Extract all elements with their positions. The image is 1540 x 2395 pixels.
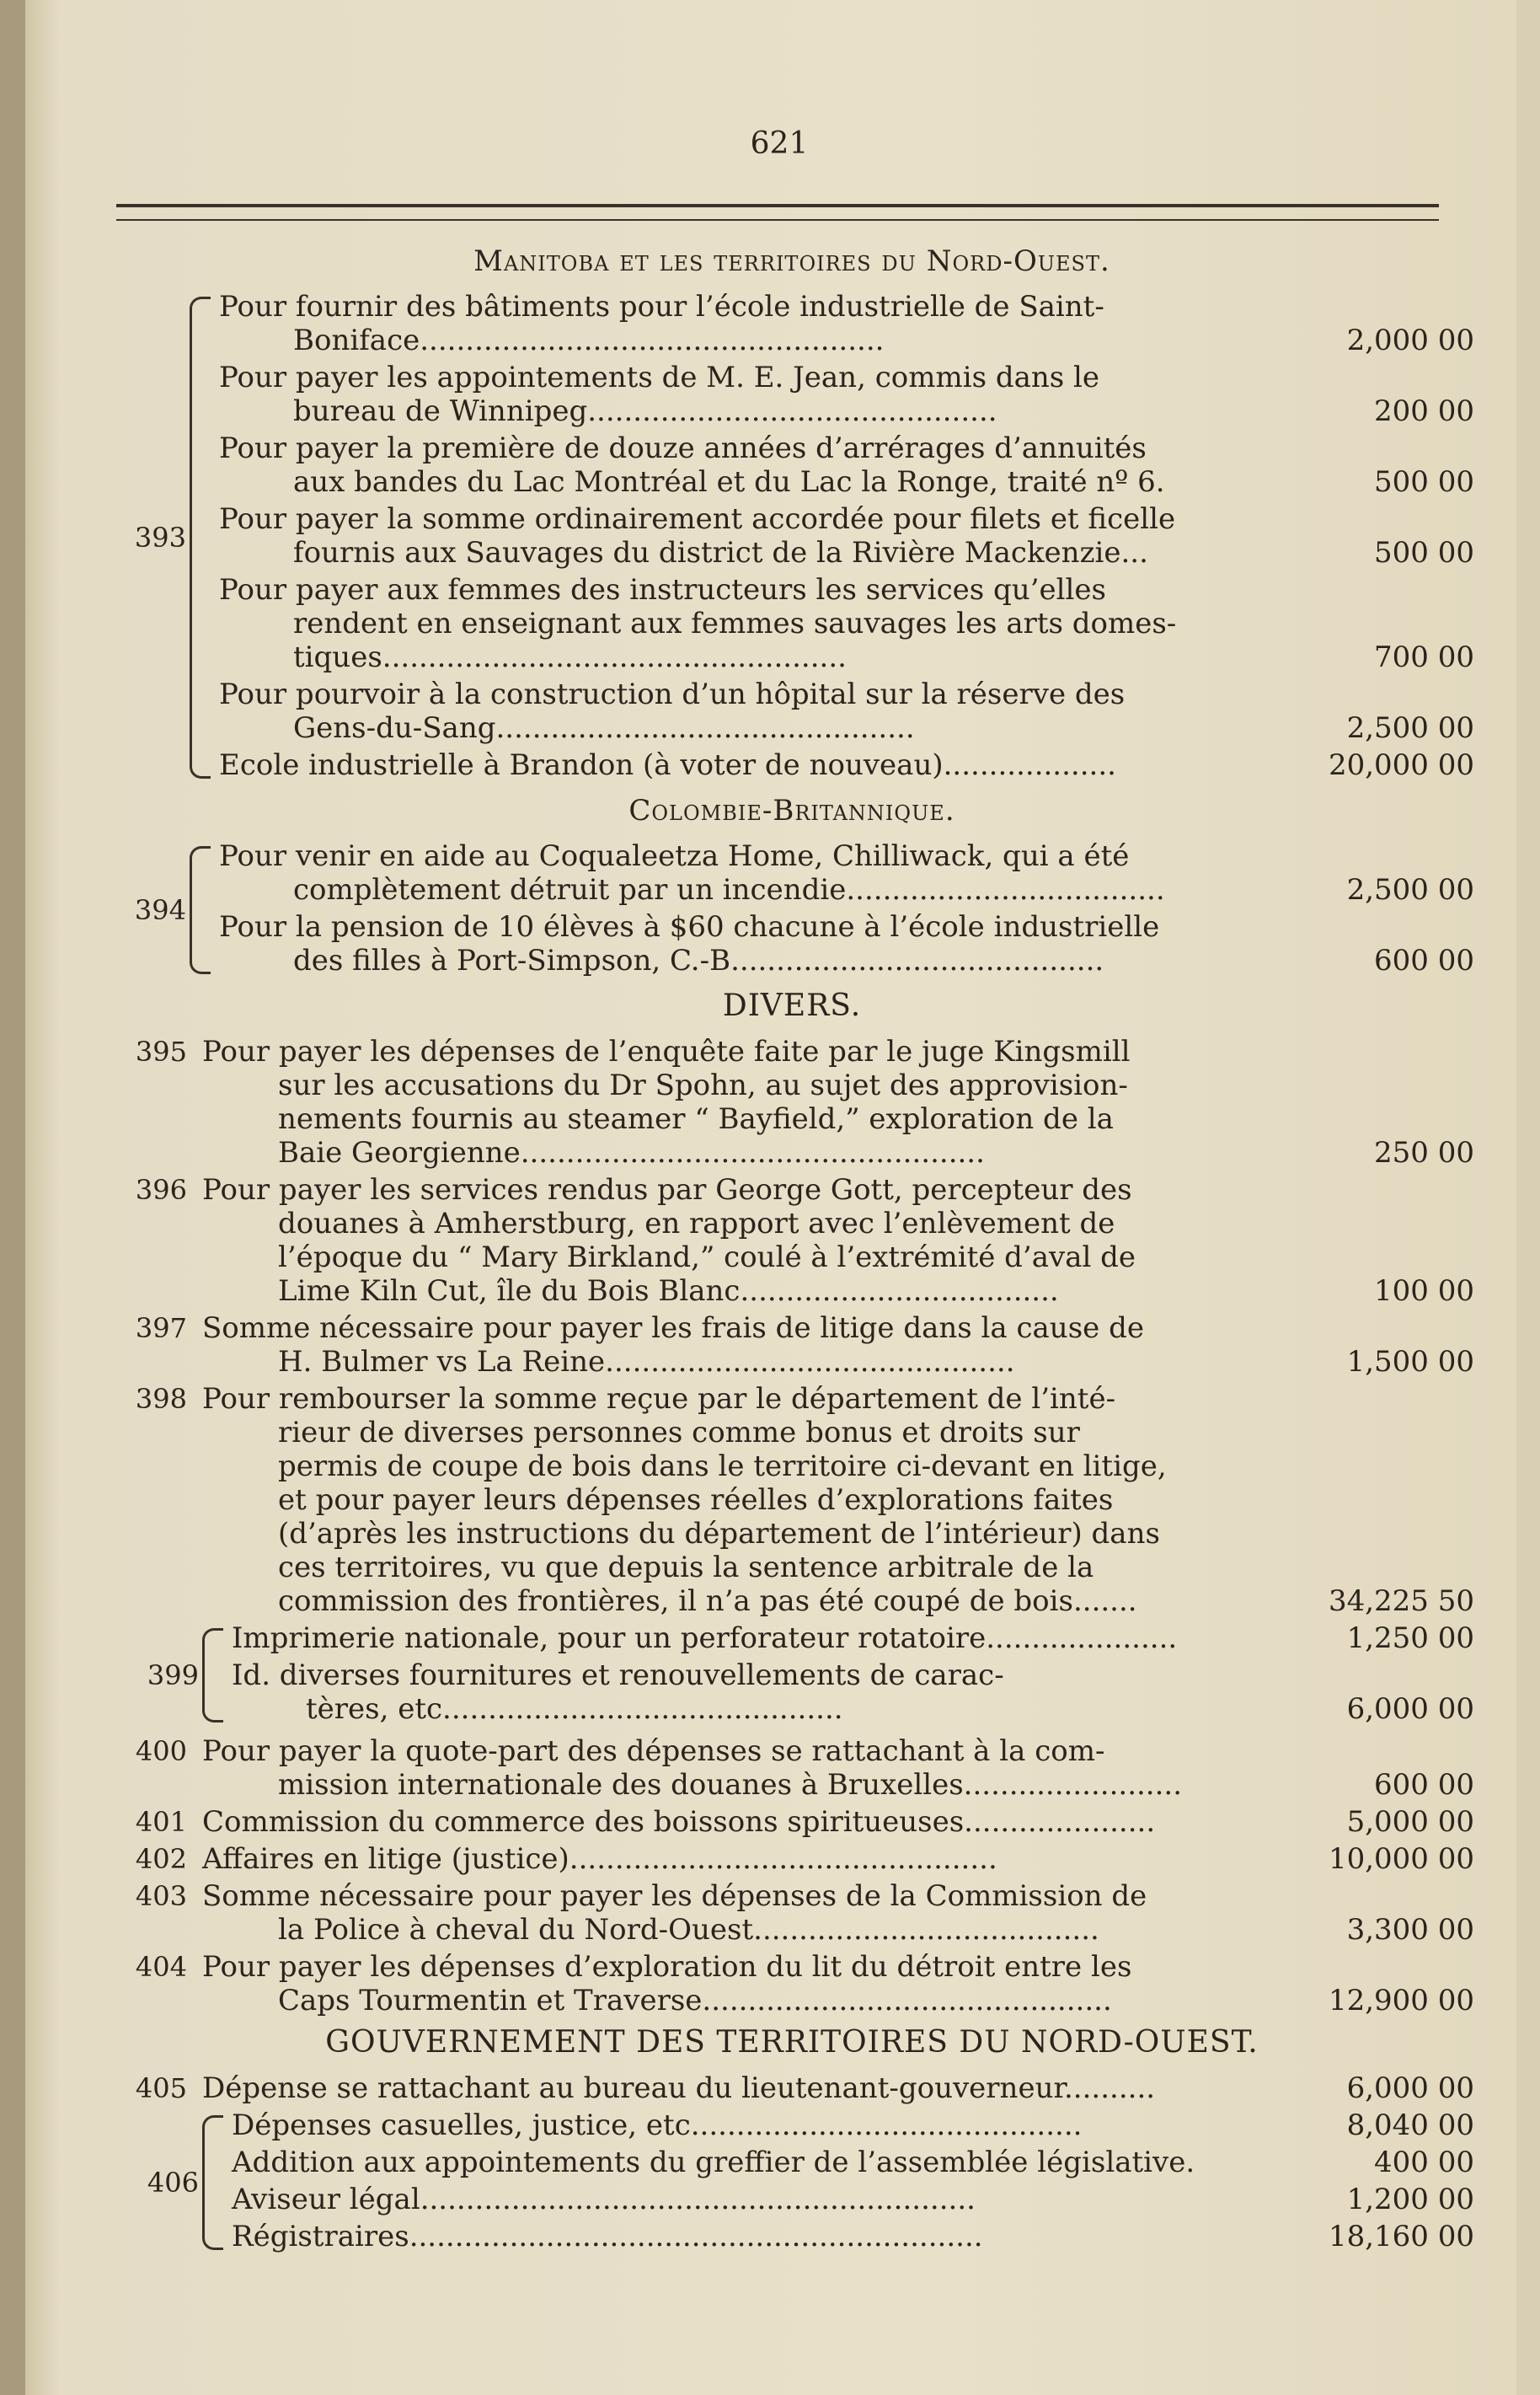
- list-item: Pour payer les appointements de M. E. Jean, commis dans le bureau de Winnipeg............................................. 200 00: [219, 361, 1474, 428]
- list-item: Pour la pension de 10 élèves à $60 chacune à l’école industrielle des filles à Port-Simpson, C.-B......................................... 600 00: [219, 910, 1474, 978]
- list-item-403: 403 Somme nécessaire pour payer les dépenses de la Commission de la Police à cheval du Nord-Ouest...................................... 3,300 00: [135, 1879, 1474, 1947]
- amount: 8,040 00: [1346, 2108, 1474, 2142]
- brace: [190, 297, 211, 779]
- amount: 34,225 50: [1328, 1584, 1474, 1618]
- amount: 5,000 00: [1346, 1805, 1474, 1839]
- list-item: Régistraires............................................................... 18,160 00: [232, 2220, 1474, 2253]
- list-item-404: 404 Pour payer les dépenses d’exploration du lit du détroit entre les Caps Tourmentin et Traverse............................................. 12,900 00: [135, 1950, 1474, 2017]
- amount: 2,500 00: [1346, 873, 1474, 907]
- amount: 600 00: [1374, 944, 1474, 978]
- section-title-colombie: Colombie-Britannique.: [628, 794, 955, 828]
- amount: 250 00: [1374, 1136, 1474, 1170]
- list-item: Pour fournir des bâtiments pour l’école industrielle de Saint- Boniface................................................... 2,000 00: [219, 290, 1474, 357]
- vote-items: [219, 839, 1474, 981]
- vote-group-394: [110, 839, 1474, 981]
- vote-number: 393: [134, 522, 186, 554]
- amount: 600 00: [1374, 1768, 1474, 1802]
- amount: 12,900 00: [1328, 1984, 1474, 2017]
- amount: 500 00: [1374, 465, 1474, 499]
- list-item: Pour pourvoir à la construction d’un hôpital sur la réserve des Gens-du-Sang.............................................. 2,500 00: [219, 678, 1474, 745]
- list-item: Pour payer la somme ordinairement accordée pour filets et ficelle fournis aux Sauvages du district de la Rivière Mackenzie... 500 00: [219, 502, 1474, 570]
- list-item: Ecole industrielle à Brandon (à voter de nouveau)................... 20,000 00: [219, 748, 1474, 782]
- content: [110, 236, 1474, 2262]
- vote-items: [232, 2108, 1474, 2257]
- page-number: 621: [750, 126, 809, 161]
- amount: 20,000 00: [1328, 748, 1474, 782]
- list-item: Pour payer aux femmes des instructeurs les services qu’elles rendent en enseignant aux femmes sauvages les arts domes- tiques................................................... 700 00: [219, 573, 1474, 674]
- brace: [202, 1628, 223, 1723]
- amount: 1,500 00: [1346, 1345, 1474, 1379]
- list-item: Aviseur légal............................................................. 1,200 00: [232, 2183, 1474, 2216]
- page-gutter: [0, 0, 25, 2395]
- amount: 500 00: [1374, 536, 1474, 570]
- vote-group-393: [110, 290, 1474, 785]
- vote-group-399: [110, 1621, 1474, 1729]
- amount: 3,300 00: [1346, 1913, 1474, 1947]
- list-item-395: 395 Pour payer les dépenses de l’enquête faite par le juge Kingsmill sur les accusations du Dr Spohn, au sujet des approvision- nements fournis au steamer “ Bayfield,” exploration de la Baie Georgienne................................................... 250 00: [135, 1035, 1474, 1170]
- amount: 1,200 00: [1346, 2183, 1474, 2216]
- brace: [190, 846, 211, 974]
- amount: 200 00: [1374, 394, 1474, 428]
- list-item-401: 401 Commission du commerce des boissons spiritueuses..................... 5,000 00: [135, 1805, 1474, 1839]
- header-rule-thin: [116, 219, 1439, 221]
- list-item: Pour payer la première de douze années d’arrérages d’annuités aux bandes du Lac Montréal et du Lac la Ronge, traité nº 6. 500 00: [219, 431, 1474, 499]
- list-item-405: 405 Dépense se rattachant au bureau du lieutenant-gouverneur.......... 6,000 00: [135, 2071, 1474, 2105]
- section-title-gouvernement: GOUVERNEMENT DES TERRITOIRES DU NORD-OUEST.: [325, 2025, 1259, 2060]
- list-item: Imprimerie nationale, pour un perforateur rotatoire..................... 1,250 00: [232, 1621, 1474, 1655]
- brace: [202, 2115, 223, 2250]
- amount: 700 00: [1374, 640, 1474, 674]
- vote-number: 406: [147, 2167, 199, 2199]
- amount: 2,000 00: [1346, 324, 1474, 357]
- amount: 400 00: [1374, 2146, 1474, 2179]
- list-item-402: 402 Affaires en litige (justice)............................................... 10,000 00: [135, 1842, 1474, 1876]
- list-item: Dépenses casuelles, justice, etc........................................... 8,040 00: [232, 2108, 1474, 2142]
- header-rule: [116, 204, 1439, 207]
- amount: 100 00: [1374, 1274, 1474, 1308]
- list-item: Addition aux appointements du greffier de l’assemblée législative. 400 00: [232, 2146, 1474, 2179]
- amount: 1,250 00: [1346, 1621, 1474, 1655]
- list-item-396: 396 Pour payer les services rendus par George Gott, percepteur des douanes à Amherstburg, en rapport avec l’enlèvement de l’époque du “ Mary Birkland,” coulé à l’extrémité d’aval de Lime Kiln Cut, île du Bois Blanc................................... 100 00: [135, 1173, 1474, 1308]
- vote-number: 394: [134, 894, 186, 926]
- section-title-manitoba: Manitoba et les territoires du Nord-Ouest.: [473, 244, 1110, 278]
- vote-number: 399: [147, 1659, 199, 1691]
- list-item-398: 398 Pour rembourser la somme reçue par le département de l’inté- rieur de diverses personnes comme bonus et droits sur permis de coupe de bois dans le territoire ci-devant en litige, et pour payer leurs dépenses réelles d’explorations faites (d’après les instructions du département de l’intérieur) dans ces territoires, vu que depuis la sentence arbitrale de la commission des frontières, il n’a pas été coupé de bois....... 34,225 50: [135, 1382, 1474, 1618]
- list-item: Pour venir en aide au Coqualeetza Home, Chilliwack, qui a été complètement détruit par un incendie................................... 2,500 00: [219, 839, 1474, 907]
- list-item-397: 397 Somme nécessaire pour payer les frais de litige dans la cause de H. Bulmer vs La Reine............................................. 1,500 00: [135, 1311, 1474, 1379]
- list-item: Id. diverses fournitures et renouvellements de carac- tères, etc............................................ 6,000 00: [232, 1658, 1474, 1726]
- list-item-400: 400 Pour payer la quote-part des dépenses se rattachant à la com- mission internationale des douanes à Bruxelles........................ 600 00: [135, 1734, 1474, 1802]
- amount: 18,160 00: [1328, 2220, 1474, 2253]
- vote-items: [219, 290, 1474, 785]
- vote-group-406: [110, 2108, 1474, 2257]
- vote-items: [232, 1621, 1474, 1729]
- amount: 10,000 00: [1328, 1842, 1474, 1876]
- amount: 2,500 00: [1346, 711, 1474, 745]
- page: [25, 0, 1516, 2395]
- amount: 6,000 00: [1346, 1692, 1474, 1726]
- section-title-divers: DIVERS.: [722, 989, 862, 1023]
- amount: 6,000 00: [1346, 2071, 1474, 2105]
